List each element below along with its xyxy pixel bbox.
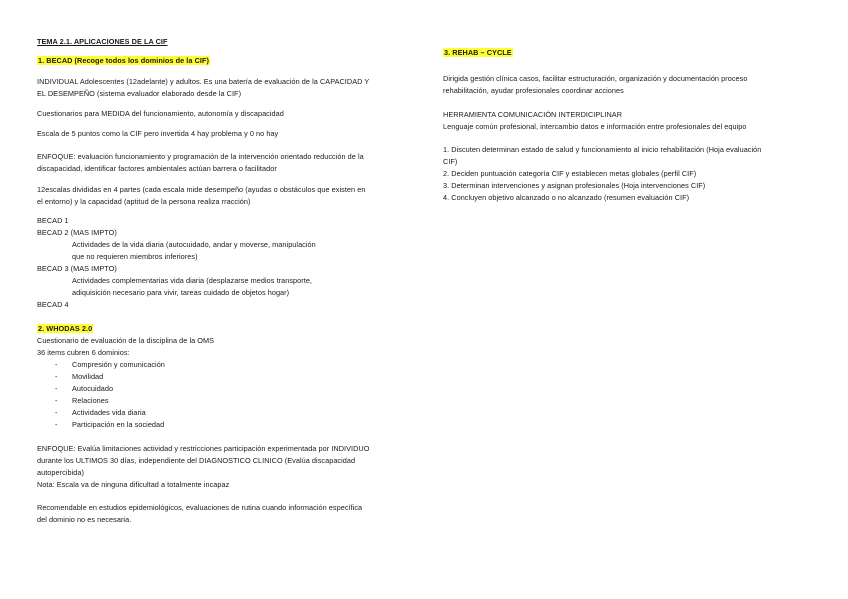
whodas-enfoque-line-1: ENFOQUE: Evalúa limitaciones actividad y restricciones participación experimentada por INDIVIDUO <box>37 444 370 453</box>
rehab-cycle-heading-text: 3. REHAB – CYCLE <box>444 48 512 57</box>
becad-individual-line-1: INDIVIDUAL Adolescentes (12adelante) y adultos. Es una batería de evaluación de la CAPACIDAD Y <box>37 77 370 86</box>
becad-2: BECAD 2 (MAS IMPTO) <box>37 228 117 237</box>
whodas-recomendable-line-1: Recomendable en estudios epidemiológicos, evaluaciones de rutina cuando información específica <box>37 503 363 512</box>
becad-enfoque-line-1: ENFOQUE: evaluación funcionamiento y programación de la intervención orientado reducción de la <box>37 152 364 161</box>
whodas-recomendable-line-2: del dominio no es necesaria. <box>37 515 132 524</box>
list-item: Autocuidado <box>72 384 114 393</box>
list-item: Participación en la sociedad <box>72 420 165 429</box>
list-item: Relaciones <box>72 396 109 405</box>
list-item: 1. Discuten determinan estado de salud y funcionamiento al inicio rehabilitación (Hoja evaluación <box>443 145 762 154</box>
herramienta-text: Lenguaje común profesional, intercambio datos e información entre profesionales del equipo <box>443 122 747 131</box>
becad-3-sub-1: Actividades complementarias vida diaria (desplazarse medios transporte, <box>72 276 312 285</box>
list-item: 4. Concluyen objetivo alcanzado o no alcanzado (resumen evaluación CIF) <box>443 193 690 202</box>
becad-heading-text: 1. BECAD (Recoge todos los dominios de la CIF) <box>38 56 209 65</box>
whodas-items: 36 items cubren 6 dominios: <box>37 348 130 357</box>
whodas-enfoque-line-2: durante los ULTIMOS 30 días, independiente del DIAGNOSTICO CLINICO (Evalúa discapacidad <box>37 456 356 465</box>
rehab-cycle-heading <box>443 48 513 57</box>
becad-4: BECAD 4 <box>37 300 69 309</box>
becad-2-sub-1: Actividades de la vida diaria (autocuidado, andar y moverse, manipulación <box>72 240 316 249</box>
whodas-enfoque-line-3: autopercibida) <box>37 468 84 477</box>
herramienta-heading: HERRAMIENTA COMUNICACIÓN INTERDICIPLINAR <box>443 110 623 119</box>
list-item: 3. Determinan intervenciones y asignan profesionales (Hoja intervenciones CIF) <box>443 181 706 190</box>
whodas-cuestionario: Cuestionario de evaluación de la disciplina de la OMS <box>37 336 215 345</box>
becad-3-sub-2: adiquisición necesario para vivir, tareas cuidado de objetos hogar) <box>72 288 290 297</box>
list-bullet: - <box>55 384 58 393</box>
document-title: TEMA 2.1. APLICACIONES DE LA CIF <box>37 37 168 46</box>
becad-heading <box>37 56 210 65</box>
list-bullet: - <box>55 360 58 369</box>
becad-1: BECAD 1 <box>37 216 69 225</box>
list-bullet: - <box>55 408 58 417</box>
list-item: Compresión y comunicación <box>72 360 165 369</box>
list-item: CIF) <box>443 157 458 166</box>
rehab-dirigida-line-1: Dirigida gestión clínica casos, facilitar estructuración, organización y documentación proceso <box>443 74 748 83</box>
list-bullet: - <box>55 396 58 405</box>
rehab-dirigida-line-2: rehabilitación, ayudar profesionales coordinar acciones <box>443 86 624 95</box>
becad-escala: Escala de 5 puntos como la CIF pero invertida 4 hay problema y 0 no hay <box>37 129 279 138</box>
whodas-heading <box>37 324 93 333</box>
whodas-heading-text: 2. WHODAS 2.0 <box>38 324 93 333</box>
becad-escalas-line-2: el entorno) y la capacidad (aptitud de la persona realiza rracción) <box>37 197 251 206</box>
list-bullet: - <box>55 372 58 381</box>
becad-3: BECAD 3 (MAS IMPTO) <box>37 264 117 273</box>
becad-2-sub-2: que no requieren miembros inferiores) <box>72 252 198 261</box>
list-bullet: - <box>55 420 58 429</box>
becad-enfoque-line-2: discapacidad, identificar factores ambientales actúan barrera o facilitador <box>37 164 277 173</box>
becad-individual-line-2: EL DESEMPEÑO (sistema evaluador elaborado desde la CIF) <box>37 89 242 98</box>
becad-cuestionarios: Cuestionarios para MEDIDA del funcionamiento, autonomía y discapacidad <box>37 109 284 118</box>
list-item: Actividades vida diaria <box>72 408 146 417</box>
list-item: 2. Deciden puntuación categoría CIF y establecen metas globales (perfil CIF) <box>443 169 697 178</box>
becad-escalas-line-1: 12escalas divididas en 4 partes (cada escala mide desempeño (ayudas o obstáculos que existen en <box>37 185 366 194</box>
list-item: Movilidad <box>72 372 104 381</box>
whodas-nota: Nota: Escala va de ninguna dificultad a totalmente incapaz <box>37 480 230 489</box>
